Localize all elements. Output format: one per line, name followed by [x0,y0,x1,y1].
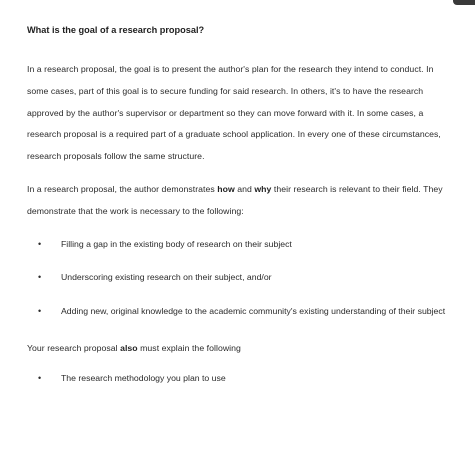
text-run: and [234,183,255,194]
window-corner-indicator [453,0,475,5]
explain-list [27,368,457,390]
bullet-icon: • [38,372,42,383]
list-item-text: The research methodology you plan to use [61,372,226,383]
bullet-icon: • [38,238,42,249]
text-run: In a research proposal, the author demonstrates [27,183,218,194]
section-heading: What is the goal of a research proposal? [27,25,205,35]
list-item-text: Underscoring existing research on their subject, and/or [61,272,272,283]
paragraph-also [27,338,457,360]
list-item [27,234,457,256]
bold-why: why [254,183,272,194]
list-item [27,267,457,289]
bold-also: also [120,342,138,353]
list-item-text: Filling a gap in the existing body of research on their subject [61,238,292,249]
text-run: Your research proposal [27,342,121,353]
list-item [27,368,457,390]
bullet-icon: • [38,306,42,317]
paragraph-goal: In a research proposal, the goal is to present the author's plan for the research they intend to conduct. In some cases, part of this goal is to secure funding for said research. In others, it's to have the research approved by the author's supervisor or department so they can move forward with it. In some cases, a research proposal is a required part of a graduate school application. In every one of these circumstances, research proposals follow the same structure. [27,64,441,162]
text-run: their research is relevant to their field. They demonstrate that the work is necessary to the following: [27,183,443,216]
paragraph-how-why [27,179,457,223]
bold-how: how [217,183,235,194]
document-page [27,23,457,390]
bullet-icon: • [38,272,42,283]
list-item [27,301,457,323]
necessity-list [27,234,457,323]
text-run: must explain the following [137,342,241,353]
list-item-text: Adding new, original knowledge to the academic community's existing understanding of their subject [61,306,446,317]
